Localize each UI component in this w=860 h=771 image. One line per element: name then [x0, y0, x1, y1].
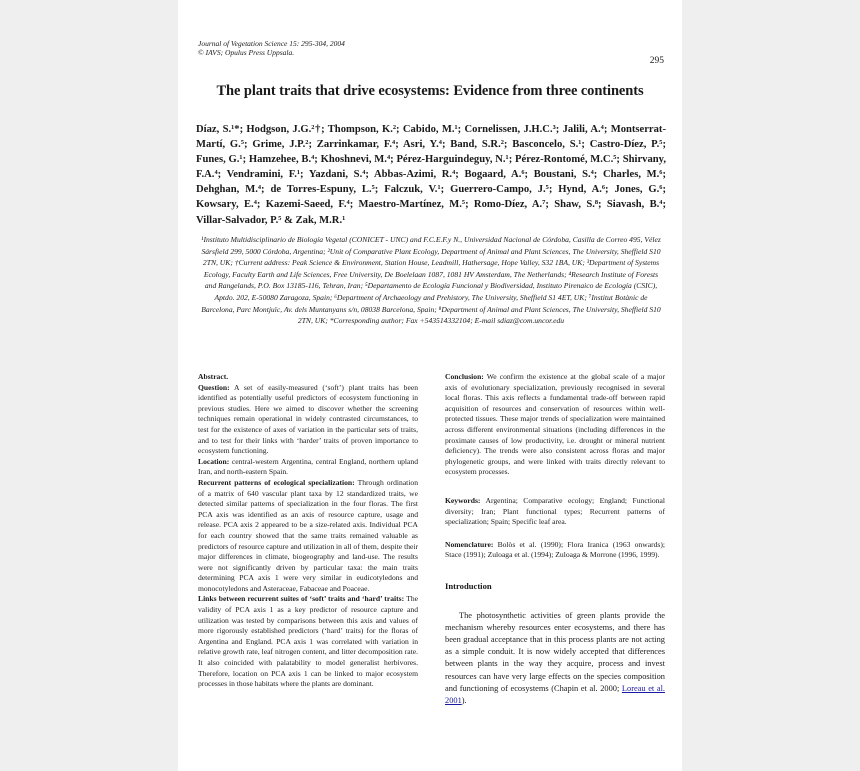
conclusion-text: We confirm the existence at the global scale of a major axis of evolutionary specialization, previously recognised in several local floras. This axis reflects a fundamental trade-off between rapid acquisition of resources and conservation of resources within well-protected tissues. These major trends of specialization were maintained across different environmental situations (including differences in the proximate causes of low productivity, i.e. drought or mineral nutrient deficiency). The trends were also consistent across floras and major phylogenetic groups, and were linked with traits directly relevant to ecosystem processes.: [445, 372, 665, 477]
affiliations: ¹Instituto Multidisciplinario de Biología Vegetal (CONICET - UNC) and F.C.E.F.y N., Universidad Nacional de Córdoba, Casilla de Correo 495, Vélez Sársfield 299, 5000 Córdoba, Argentina; ²Unit of Comparative Plant Ecology, Department of Animal and Plant Sciences, The University, Sheffield S10 2TN, UK; †Current address: Peak Science & Environment, Station House, Leadmill, Hathersage, Hope Valley, S32 1BA, UK; ³Department of Systems Ecology, Faculty Earth and Life Sciences, Free University, De Boelelaan 1087, 1081 HV Amsterdam, The Netherlands; ⁴Research Institute of Forests and Rangelands, P.O. Box 13185-116, Tehran, Iran; ⁵Departamento de Ecología Funcional y Biodiversidad, Instituto Pirenaico de Ecología (CSIC), Aptdo. 202, E-50080 Zaragoza, Spain; ⁶Department of Archaeology and Prehistory, The University, Sheffield S1 4ET, UK; ⁷Institut Botànic de Barcelona, Parc Montjuïc, Av. dels Muntanyans s/n, 08038 Barcelona, Spain; ⁸Department of Animal and Plant Sciences, The University, Sheffield S10 2TN, UK; *Corresponding author; Fax +543514332104; E-mail sdiaz@com.uncor.edu: [201, 235, 661, 326]
abstract-heading: Abstract.: [198, 372, 229, 381]
links-label: Links between recurrent suites of ‘soft’ traits and ‘hard’ traits:: [198, 594, 405, 604]
introduction-paragraph: [445, 610, 665, 708]
question-text: A set of easily-measured (‘soft’) plant traits has been identified as potentially useful predictors of ecosystem functioning in previous studies. Here we aimed to discover whether the screening techniques remain operational in widely contrasted circumstances, to test for the existence of axes of variation in the particular sets of traits, and to test for their links with ‘harder’ traits of proven importance to ecosystem functioning.: [198, 382, 418, 456]
nomenclature-text: Bolòs et al. (1990); Flora Iranica (1963 onwards); Stace (1991); Zuloaga et al. (1994); Zuloaga & Morrone (1996, 1999).: [445, 539, 665, 560]
recurrent-label: Recurrent patterns of ecological specialization:: [198, 477, 355, 487]
intro-text: The photosynthetic activities of green plants provide the mechanism whereby resources enter ecosystems, and there has been gradual acceptance that in this process plants are not acting as a simple conduit. It is now widely accepted that differences between plants in the way they acquire, process and invest resources can have very large effects on the species composition and functioning of ecosystems (Chapin et al. 2000;: [445, 610, 665, 693]
copyright-line: © IAVS; Opulus Press Uppsala.: [198, 48, 295, 57]
nomenclature: [445, 540, 665, 561]
recurrent-text: Through ordination of a matrix of 640 vascular plant taxa by 12 standardized traits, we detected similar patterns of specialization in the four floras. The first PCA axis was identified as an axis of resource capture, usage and release. PCA axis 2 appeared to be a size-related axis. Individual PCA for each country showed that the same traits remained valuable as predictors of resource capture and utilization in all of them, despite their major differences in climate, biogeography and land-use. The results were not significantly driven by particular taxa: the main traits determining PCA axis 1 were very similar in eudicotyledons and monocotyledons and Asteraceae, Fabaceae and Poaceae.: [198, 477, 418, 593]
journal-citation: Journal of Vegetation Science 15: 295-304, 2004: [198, 39, 345, 48]
intro-text-end: ).: [461, 695, 467, 705]
keywords: [445, 496, 665, 528]
journal-header: [198, 39, 345, 57]
keywords-label: Keywords:: [445, 495, 481, 505]
citation-link-loreau[interactable]: Loreau et al. 2001: [445, 683, 665, 705]
conclusion-label: Conclusion:: [445, 372, 484, 381]
author-list: Díaz, S.¹*; Hodgson, J.G.²†; Thompson, K.²; Cabido, M.¹; Cornelissen, J.H.C.³; Jalili, A.⁴; Montserrat-Martí, G.⁵; Grime, J.P.²; Zarrinkamar, F.⁴; Asri, Y.⁴; Band, S.R.²; Basconcelo, S.¹; Castro-Díez, P.⁵; Funes, G.¹; Hamzehee, B.⁴; Khoshnevi, M.⁴; Pérez-Harguindeguy, N.¹; Pérez-Rontomé, M.C.⁵; Shirvany, F.A.⁴; Vendramini, F.¹; Yazdani, S.⁴; Abbas-Azimi, R.⁴; Bogaard, A.⁶; Boustani, S.⁴; Charles, M.⁶; Dehghan, M.⁴; de Torres-Espuny, L.⁵; Falczuk, V.¹; Guerrero-Campo, J.⁵; Hynd, A.⁶; Jones, G.⁶; Kowsary, E.⁴; Kazemi-Saeed, F.⁴; Maestro-Martínez, M.⁵; Romo-Díez, A.⁷; Shaw, S.⁸; Siavash, B.⁴; Villar-Salvador, P.⁵ & Zak, M.R.¹: [196, 124, 666, 226]
nomenclature-label: Nomenclature:: [445, 539, 494, 549]
abstract-conclusion: [445, 372, 665, 478]
abstract-question: [198, 383, 418, 457]
abstract-column-left: [198, 372, 418, 690]
introduction-heading: Introduction: [445, 580, 492, 591]
abstract-links: [198, 594, 418, 689]
keywords-text: Argentina; Comparative ecology; England; Functional diversity; Iran; Plant functional types; Recurrent patterns of specialization; Spain; Specific leaf area.: [445, 495, 665, 527]
abstract-recurrent: [198, 478, 418, 595]
page-number: 295: [649, 56, 664, 66]
links-text: The validity of PCA axis 1 as a key predictor of resource capture and utilization was tested by comparisons between this axis and values of more rigorously established predictors (‘hard’ traits) for the floras of Argentina and England. PCA axis 1 was correlated with variation in relative growth rate, leaf nitrogen content, and litter decomposition rate. It also coincided with palatability to model generalist herbivores. Therefore, location on PCA axis 1 can be linked to major ecosystem processes in those habitats where the plants are dominant.: [198, 594, 419, 689]
question-label: Question:: [198, 382, 230, 392]
location-text: central-western Argentina, central England, northern upland Iran, and north-eastern Spain.: [198, 456, 418, 477]
paper-title: The plant traits that drive ecosystems: Evidence from three continents: [216, 83, 644, 99]
location-label: Location:: [198, 456, 230, 466]
abstract-location: [198, 457, 418, 478]
abstract-column-right: [445, 372, 665, 707]
